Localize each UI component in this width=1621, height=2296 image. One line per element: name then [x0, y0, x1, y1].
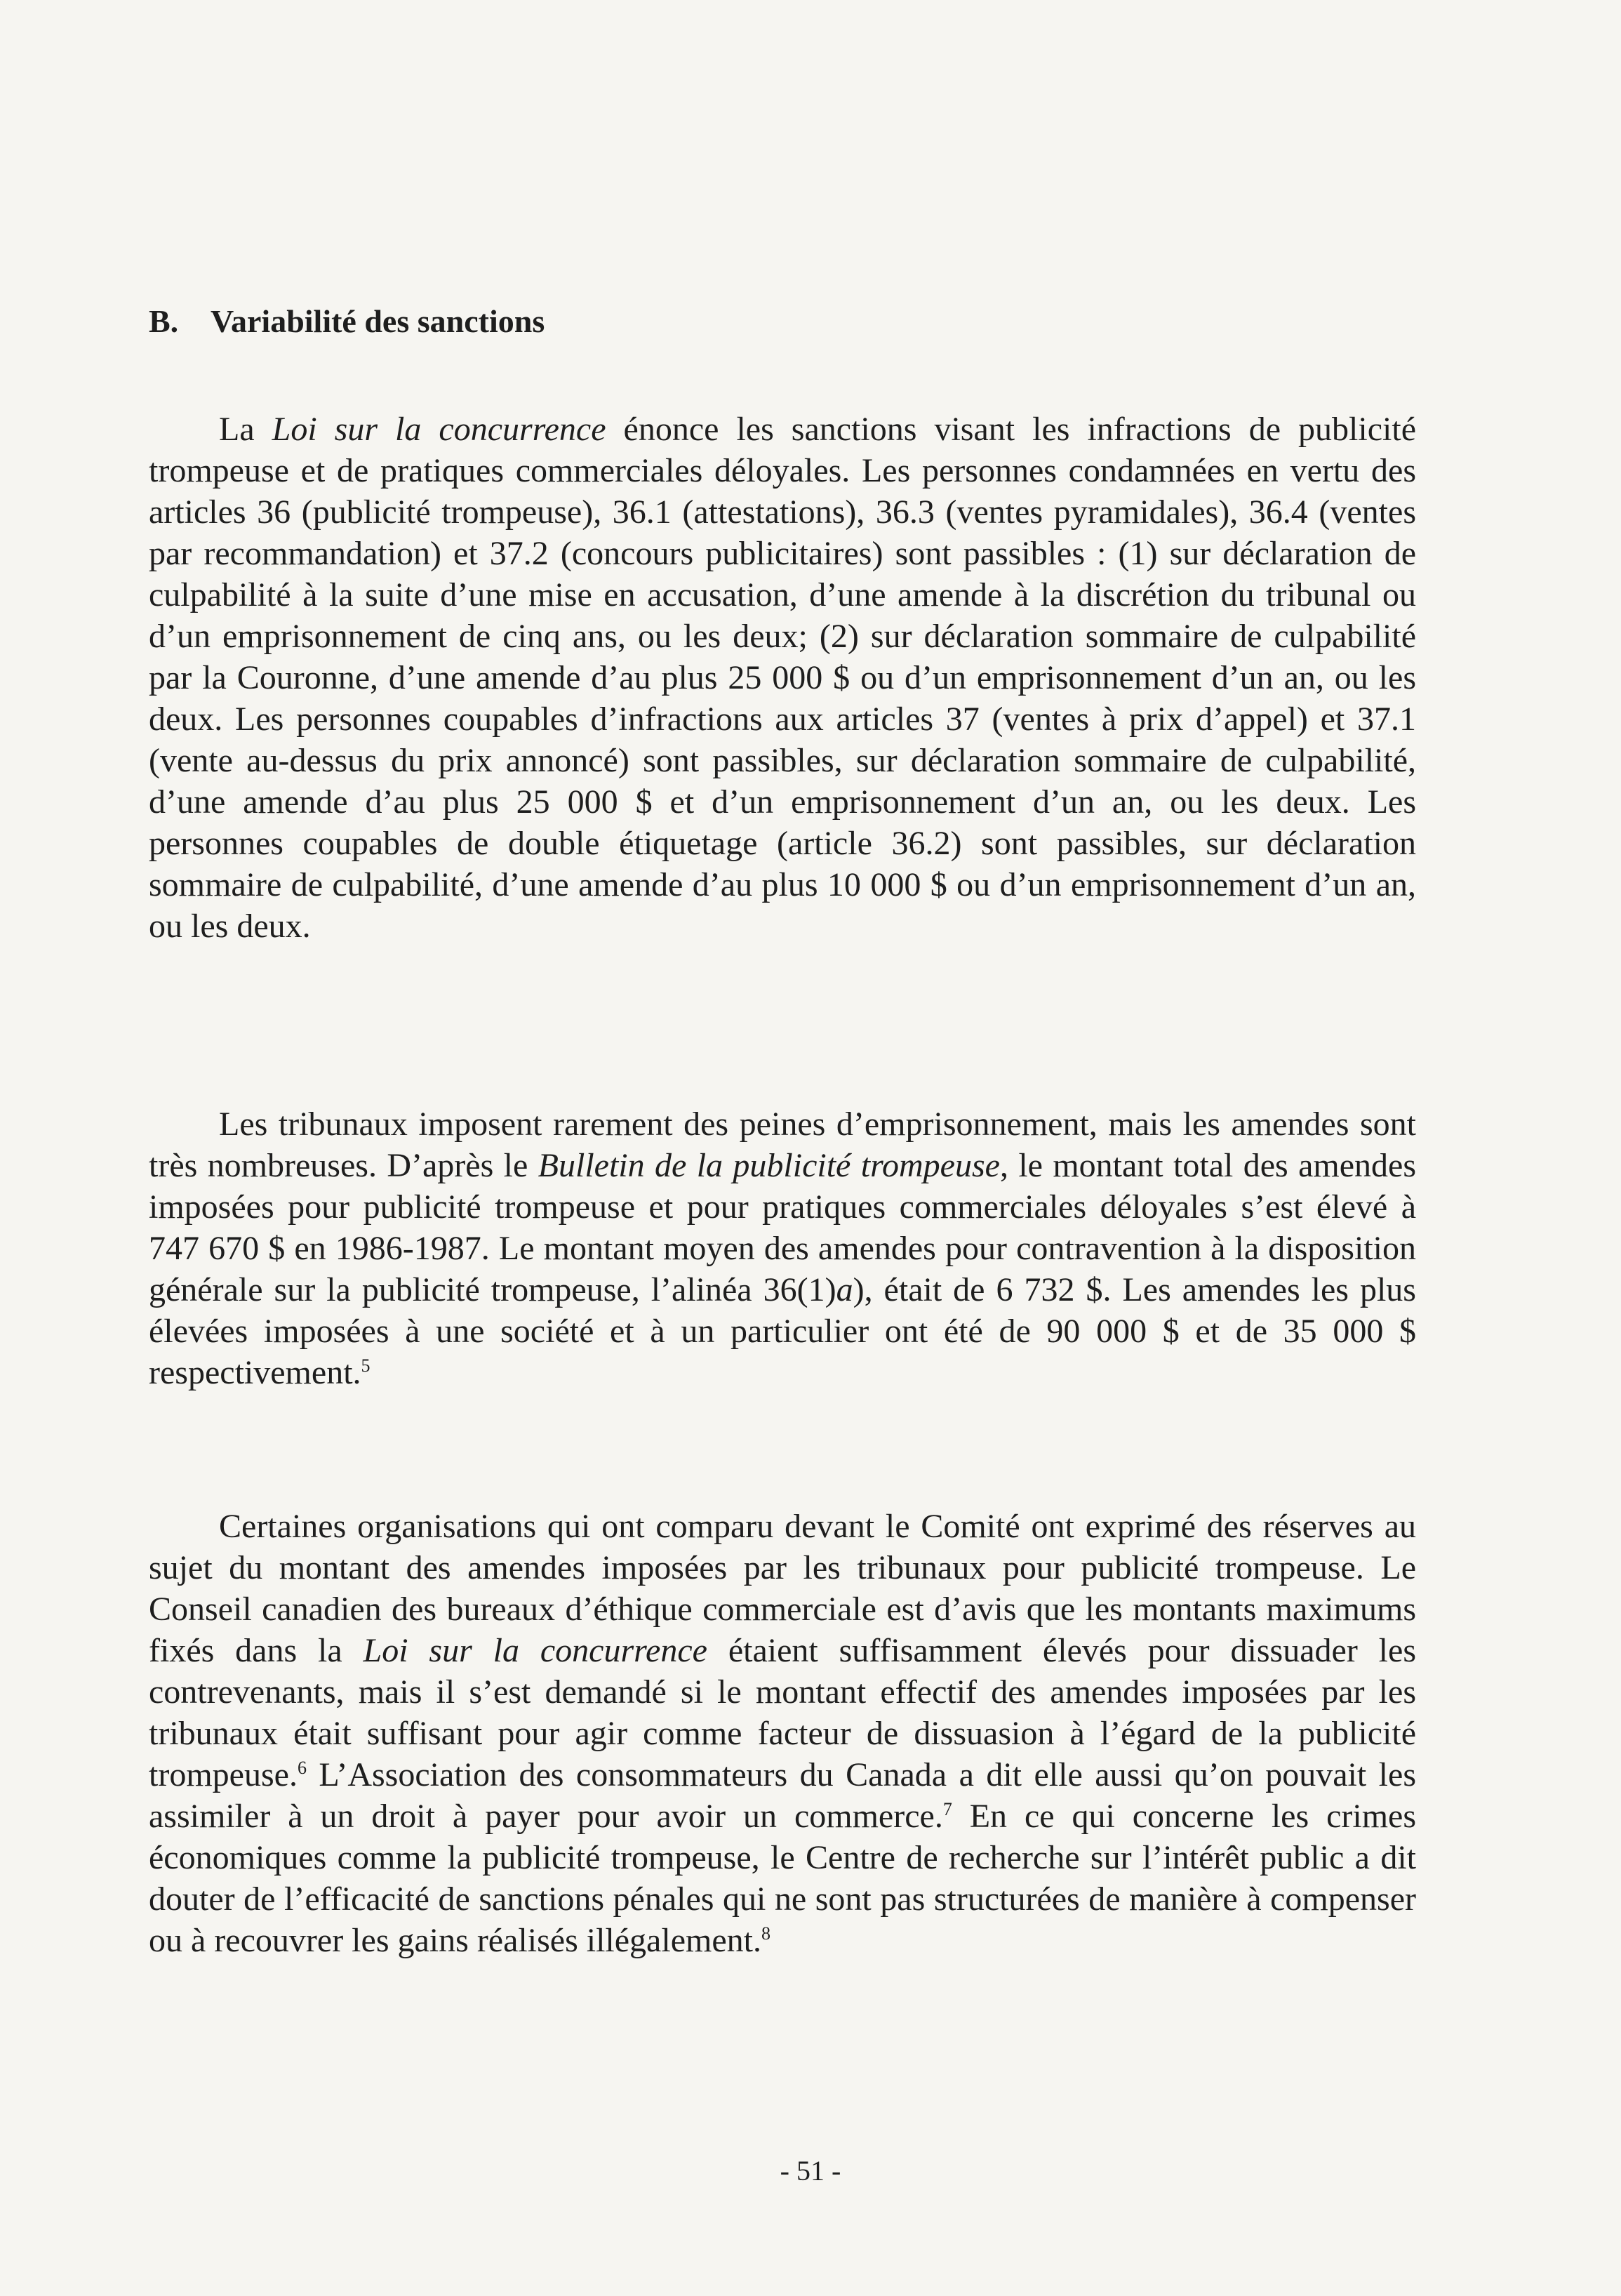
paragraph-text: L’Association des consommateurs du Canada a dit elle aussi qu’on pouvait les assimiler à un droit à payer pour avoir un commerce.	[149, 1756, 1416, 1835]
paragraph-text: , le montant total des amendes imposées pour publicité trompeuse et pour pratiques commerciales déloyales s’est élevé à 747 670 $ en 1986-1987. Le montant moyen des amendes pour contravention à la disposition générale sur la publicité trompeuse, l’alinéa 36(1)	[149, 1147, 1417, 1308]
paragraph-text: étaient suffisamment élevés pour dissuader les contrevenants, mais il s’est demandé si le montant effectif des amendes imposées par les tribunaux était suffisant pour agir comme facteur de dissuasion à l’égard de la publicité trompeuse.	[149, 1632, 1416, 1793]
paragraph-text: En ce qui concerne les crimes économiques comme la publicité trompeuse, le Centre de recherche sur l’intérêt public a dit douter de l’efficacité de sanctions pénales qui ne sont pas structurées de manière à compenser ou à recouvrer les gains réalisés illégalement.	[149, 1798, 1417, 1959]
paragraph-1	[149, 409, 1416, 947]
paragraph-text: Certaines organisations qui ont comparu devant le Comité ont exprimé des réserves au sujet du montant des amendes imposées par les tribunaux pour publicité trompeuse. Le Conseil canadien des bureaux d’éthique commerciale est d’avis que les montants maximums fixés dans la	[149, 1508, 1416, 1669]
paragraph-3	[149, 1506, 1416, 1961]
paragraph-2	[149, 1103, 1416, 1393]
paragraph-text: énonce les sanctions visant les infractions de publicité trompeuse et de pratiques commerciales déloyales. Les personnes condamnées en vertu des articles 36 (publicité trompeuse), 36.1 (attestations), 36.3 (ventes pyramidales), 36.4 (ventes par recommandation) et 37.2 (concours publicitaires) sont passibles : (1) sur déclaration de culpabilité à la suite d’une mise en accusation, d’une amende à la discrétion du tribunal ou d’un emprisonnement de cinq ans, ou les deux; (2) sur déclaration sommaire de culpabilité par la Couronne, d’une amende d’au plus 25 000 $ ou d’un emprisonnement d’un an, ou les deux. Les personnes coupables d’infractions aux articles 37 (ventes à prix d’appel) et 37.1 (vente au-dessus du prix annoncé) sont passibles, sur déclaration sommaire de culpabilité, d’une amende d’au plus 25 000 $ et d’un emprisonnement d’un an, ou les deux. Les personnes coupables de double étiquetage (article 36.2) sont passibles, sur déclaration sommaire de culpabilité, d’une amende d’au plus 10 000 $ ou d’un emprisonnement d’un an, ou les deux.	[149, 411, 1417, 945]
section-title: Variabilité des sanctions	[211, 303, 545, 339]
section-heading	[149, 300, 1412, 343]
italic-text: a	[836, 1271, 853, 1308]
italic-text: Loi sur la concurrence	[363, 1632, 707, 1669]
paragraph-text: ), était de 6 732 $. Les amendes les plus élevées imposées à une société et à un particulier ont été de 90 000 $ et de 35 000 $ respectivement.	[149, 1271, 1416, 1391]
italic-text: Loi sur la concurrence	[272, 411, 606, 448]
section-number: B.	[149, 303, 179, 339]
paragraph-text: Les tribunaux imposent rarement des peines d’emprisonnement, mais les amendes sont très nombreuses. D’après le	[149, 1106, 1416, 1184]
italic-text: Bulletin de la publicité trompeuse	[538, 1147, 1000, 1184]
paragraph-text: La	[219, 411, 272, 448]
footnote-ref: 6	[297, 1758, 307, 1778]
footnote-ref: 7	[942, 1799, 952, 1819]
footnote-ref: 5	[361, 1355, 371, 1376]
footnote-ref: 8	[761, 1923, 771, 1944]
page-number: - 51 -	[780, 2155, 841, 2186]
